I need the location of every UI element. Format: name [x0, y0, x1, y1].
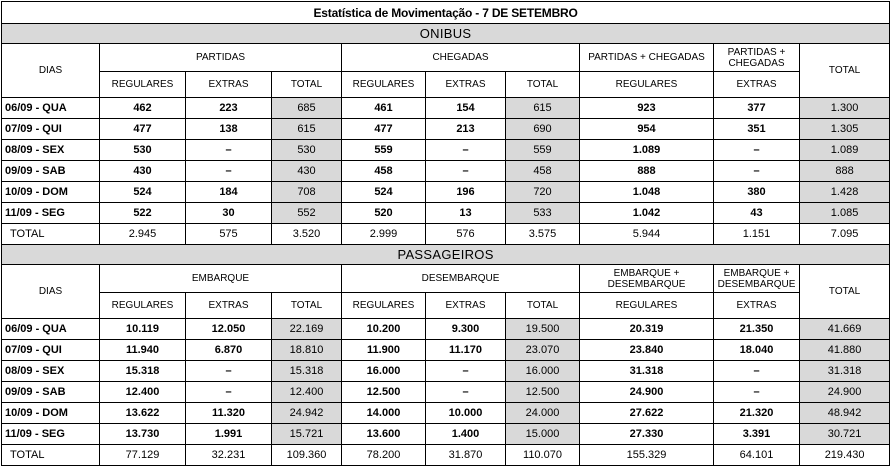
- value-cell: 184: [186, 182, 272, 203]
- subtotal-cell: 530: [272, 140, 342, 161]
- value-cell: 43: [714, 203, 800, 224]
- table-row: [2, 403, 890, 424]
- value-cell: –: [426, 361, 506, 382]
- movement-statistics-table: [1, 1, 890, 466]
- subtotal-cell: 458: [506, 161, 580, 182]
- value-cell: 477: [100, 119, 186, 140]
- value-cell: 196: [426, 182, 506, 203]
- value-cell: 31.318: [580, 361, 714, 382]
- value-cell: 477: [342, 119, 426, 140]
- dias-header: DIAS: [2, 44, 100, 98]
- value-cell: 13: [426, 203, 506, 224]
- embarque-desembarque-extras-group-header: EMBARQUE + DESEMBARQUE: [714, 265, 800, 293]
- day-cell: 09/09 - SAB: [2, 161, 100, 182]
- subtotal-cell: 15.318: [272, 361, 342, 382]
- chegadas-regulares-header: REGULARES: [342, 72, 426, 98]
- value-cell: 462: [100, 98, 186, 119]
- total-cell: 109.360: [272, 445, 342, 466]
- total-cell: 1.151: [714, 224, 800, 245]
- grand-total-header: TOTAL: [800, 44, 890, 98]
- row-total-cell: 48.942: [800, 403, 890, 424]
- subtotal-cell: 23.070: [506, 340, 580, 361]
- chegadas-extras-header: EXTRAS: [426, 72, 506, 98]
- grand-total-cell: 7.095: [800, 224, 890, 245]
- value-cell: 10.200: [342, 319, 426, 340]
- subtotal-cell: 559: [506, 140, 580, 161]
- value-cell: 1.048: [580, 182, 714, 203]
- partidas-extras-header: EXTRAS: [186, 72, 272, 98]
- value-cell: 6.870: [186, 340, 272, 361]
- row-total-cell: 24.900: [800, 382, 890, 403]
- row-total-cell: 30.721: [800, 424, 890, 445]
- day-cell: 11/09 - SEG: [2, 424, 100, 445]
- value-cell: 27.622: [580, 403, 714, 424]
- row-total-cell: 1.300: [800, 98, 890, 119]
- table-row: [2, 424, 890, 445]
- value-cell: 377: [714, 98, 800, 119]
- total-cell: 5.944: [580, 224, 714, 245]
- value-cell: 27.330: [580, 424, 714, 445]
- value-cell: 11.170: [426, 340, 506, 361]
- value-cell: 11.940: [100, 340, 186, 361]
- value-cell: 522: [100, 203, 186, 224]
- value-cell: –: [714, 140, 800, 161]
- section-title-onibus: ONIBUS: [2, 24, 890, 44]
- subtotal-cell: 615: [506, 98, 580, 119]
- value-cell: –: [426, 161, 506, 182]
- total-cell: 2.945: [100, 224, 186, 245]
- subtotal-cell: 685: [272, 98, 342, 119]
- chegadas-group-header: CHEGADAS: [342, 44, 580, 72]
- page-title: Estatística de Movimentação - 7 DE SETEMBRO: [2, 2, 890, 24]
- value-cell: –: [186, 382, 272, 403]
- total-cell: 64.101: [714, 445, 800, 466]
- value-cell: 21.320: [714, 403, 800, 424]
- desembarque-group-header: DESEMBARQUE: [342, 265, 580, 293]
- value-cell: –: [186, 361, 272, 382]
- value-cell: 18.040: [714, 340, 800, 361]
- day-cell: 10/09 - DOM: [2, 182, 100, 203]
- value-cell: –: [714, 161, 800, 182]
- value-cell: 20.319: [580, 319, 714, 340]
- day-cell: 06/09 - QUA: [2, 319, 100, 340]
- value-cell: 16.000: [342, 361, 426, 382]
- partidas-total-header: TOTAL: [272, 72, 342, 98]
- embarque-total-header: TOTAL: [272, 293, 342, 319]
- value-cell: 13.730: [100, 424, 186, 445]
- row-total-cell: 1.085: [800, 203, 890, 224]
- row-total-cell: 31.318: [800, 361, 890, 382]
- dias-header: DIAS: [2, 265, 100, 319]
- totals-row: [2, 445, 890, 466]
- value-cell: 351: [714, 119, 800, 140]
- value-cell: 10.000: [426, 403, 506, 424]
- totals-label: TOTAL: [2, 224, 100, 245]
- value-cell: 430: [100, 161, 186, 182]
- section-title-passageiros: PASSAGEIROS: [2, 245, 890, 265]
- ed-extras-header: EXTRAS: [714, 293, 800, 319]
- total-cell: 575: [186, 224, 272, 245]
- value-cell: 1.089: [580, 140, 714, 161]
- value-cell: 559: [342, 140, 426, 161]
- grand-total-header: TOTAL: [800, 265, 890, 319]
- subtotal-cell: 22.169: [272, 319, 342, 340]
- chegadas-total-header: TOTAL: [506, 72, 580, 98]
- subtotal-cell: 15.721: [272, 424, 342, 445]
- table-row: [2, 161, 890, 182]
- subtotal-cell: 12.500: [506, 382, 580, 403]
- row-total-cell: 1.428: [800, 182, 890, 203]
- row-total-cell: 41.880: [800, 340, 890, 361]
- day-cell: 09/09 - SAB: [2, 382, 100, 403]
- table-row: [2, 340, 890, 361]
- subtotal-cell: 24.000: [506, 403, 580, 424]
- day-cell: 10/09 - DOM: [2, 403, 100, 424]
- partidas-regulares-header: REGULARES: [100, 72, 186, 98]
- totals-label: TOTAL: [2, 445, 100, 466]
- day-cell: 06/09 - QUA: [2, 98, 100, 119]
- table-row: [2, 361, 890, 382]
- value-cell: –: [426, 382, 506, 403]
- day-cell: 11/09 - SEG: [2, 203, 100, 224]
- row-total-cell: 41.669: [800, 319, 890, 340]
- desembarque-regulares-header: REGULARES: [342, 293, 426, 319]
- row-total-cell: 1.089: [800, 140, 890, 161]
- table-row: [2, 98, 890, 119]
- table-row: [2, 382, 890, 403]
- total-cell: 78.200: [342, 445, 426, 466]
- embarque-desembarque-regulares-group-header: EMBARQUE + DESEMBARQUE: [580, 265, 714, 293]
- day-cell: 07/09 - QUI: [2, 340, 100, 361]
- day-cell: 08/09 - SEX: [2, 140, 100, 161]
- value-cell: 1.991: [186, 424, 272, 445]
- value-cell: 213: [426, 119, 506, 140]
- value-cell: 12.050: [186, 319, 272, 340]
- value-cell: 10.119: [100, 319, 186, 340]
- value-cell: 138: [186, 119, 272, 140]
- total-cell: 2.999: [342, 224, 426, 245]
- subtotal-cell: 690: [506, 119, 580, 140]
- subtotal-cell: 16.000: [506, 361, 580, 382]
- desembarque-extras-header: EXTRAS: [426, 293, 506, 319]
- value-cell: 12.400: [100, 382, 186, 403]
- value-cell: –: [186, 161, 272, 182]
- partidas-chegadas-regulares-group-header: PARTIDAS + CHEGADAS: [580, 44, 714, 72]
- value-cell: 520: [342, 203, 426, 224]
- table-row: [2, 140, 890, 161]
- total-cell: 110.070: [506, 445, 580, 466]
- subtotal-cell: 430: [272, 161, 342, 182]
- total-cell: 31.870: [426, 445, 506, 466]
- embarque-extras-header: EXTRAS: [186, 293, 272, 319]
- row-total-cell: 1.305: [800, 119, 890, 140]
- total-cell: 155.329: [580, 445, 714, 466]
- value-cell: 888: [580, 161, 714, 182]
- subtotal-cell: 18.810: [272, 340, 342, 361]
- day-cell: 07/09 - QUI: [2, 119, 100, 140]
- subtotal-cell: 720: [506, 182, 580, 203]
- value-cell: –: [186, 140, 272, 161]
- value-cell: 14.000: [342, 403, 426, 424]
- desembarque-total-header: TOTAL: [506, 293, 580, 319]
- value-cell: 530: [100, 140, 186, 161]
- total-cell: 77.129: [100, 445, 186, 466]
- value-cell: 12.500: [342, 382, 426, 403]
- subtotal-cell: 15.000: [506, 424, 580, 445]
- value-cell: 524: [100, 182, 186, 203]
- subtotal-cell: 12.400: [272, 382, 342, 403]
- value-cell: 1.042: [580, 203, 714, 224]
- value-cell: 1.400: [426, 424, 506, 445]
- value-cell: 3.391: [714, 424, 800, 445]
- subtotal-cell: 533: [506, 203, 580, 224]
- table-row: [2, 203, 890, 224]
- total-cell: 32.231: [186, 445, 272, 466]
- value-cell: 21.350: [714, 319, 800, 340]
- table-row: [2, 119, 890, 140]
- table-row: [2, 182, 890, 203]
- value-cell: –: [714, 361, 800, 382]
- totals-row: [2, 224, 890, 245]
- value-cell: 13.600: [342, 424, 426, 445]
- value-cell: 380: [714, 182, 800, 203]
- day-cell: 08/09 - SEX: [2, 361, 100, 382]
- pc-extras-header: EXTRAS: [714, 72, 800, 98]
- ed-regulares-header: REGULARES: [580, 293, 714, 319]
- value-cell: 9.300: [426, 319, 506, 340]
- subtotal-cell: 552: [272, 203, 342, 224]
- value-cell: 23.840: [580, 340, 714, 361]
- total-cell: 576: [426, 224, 506, 245]
- subtotal-cell: 708: [272, 182, 342, 203]
- embarque-group-header: EMBARQUE: [100, 265, 342, 293]
- row-total-cell: 888: [800, 161, 890, 182]
- subtotal-cell: 615: [272, 119, 342, 140]
- value-cell: 30: [186, 203, 272, 224]
- total-cell: 3.520: [272, 224, 342, 245]
- total-cell: 3.575: [506, 224, 580, 245]
- partidas-chegadas-extras-group-header: PARTIDAS + CHEGADAS: [714, 44, 800, 72]
- value-cell: 223: [186, 98, 272, 119]
- value-cell: 154: [426, 98, 506, 119]
- value-cell: 11.900: [342, 340, 426, 361]
- subtotal-cell: 24.942: [272, 403, 342, 424]
- pc-regulares-header: REGULARES: [580, 72, 714, 98]
- value-cell: 458: [342, 161, 426, 182]
- value-cell: 923: [580, 98, 714, 119]
- embarque-regulares-header: REGULARES: [100, 293, 186, 319]
- grand-total-cell: 219.430: [800, 445, 890, 466]
- table-row: [2, 319, 890, 340]
- value-cell: 24.900: [580, 382, 714, 403]
- value-cell: –: [714, 382, 800, 403]
- value-cell: 954: [580, 119, 714, 140]
- value-cell: 15.318: [100, 361, 186, 382]
- value-cell: –: [426, 140, 506, 161]
- subtotal-cell: 19.500: [506, 319, 580, 340]
- value-cell: 524: [342, 182, 426, 203]
- partidas-group-header: PARTIDAS: [100, 44, 342, 72]
- value-cell: 11.320: [186, 403, 272, 424]
- value-cell: 13.622: [100, 403, 186, 424]
- value-cell: 461: [342, 98, 426, 119]
